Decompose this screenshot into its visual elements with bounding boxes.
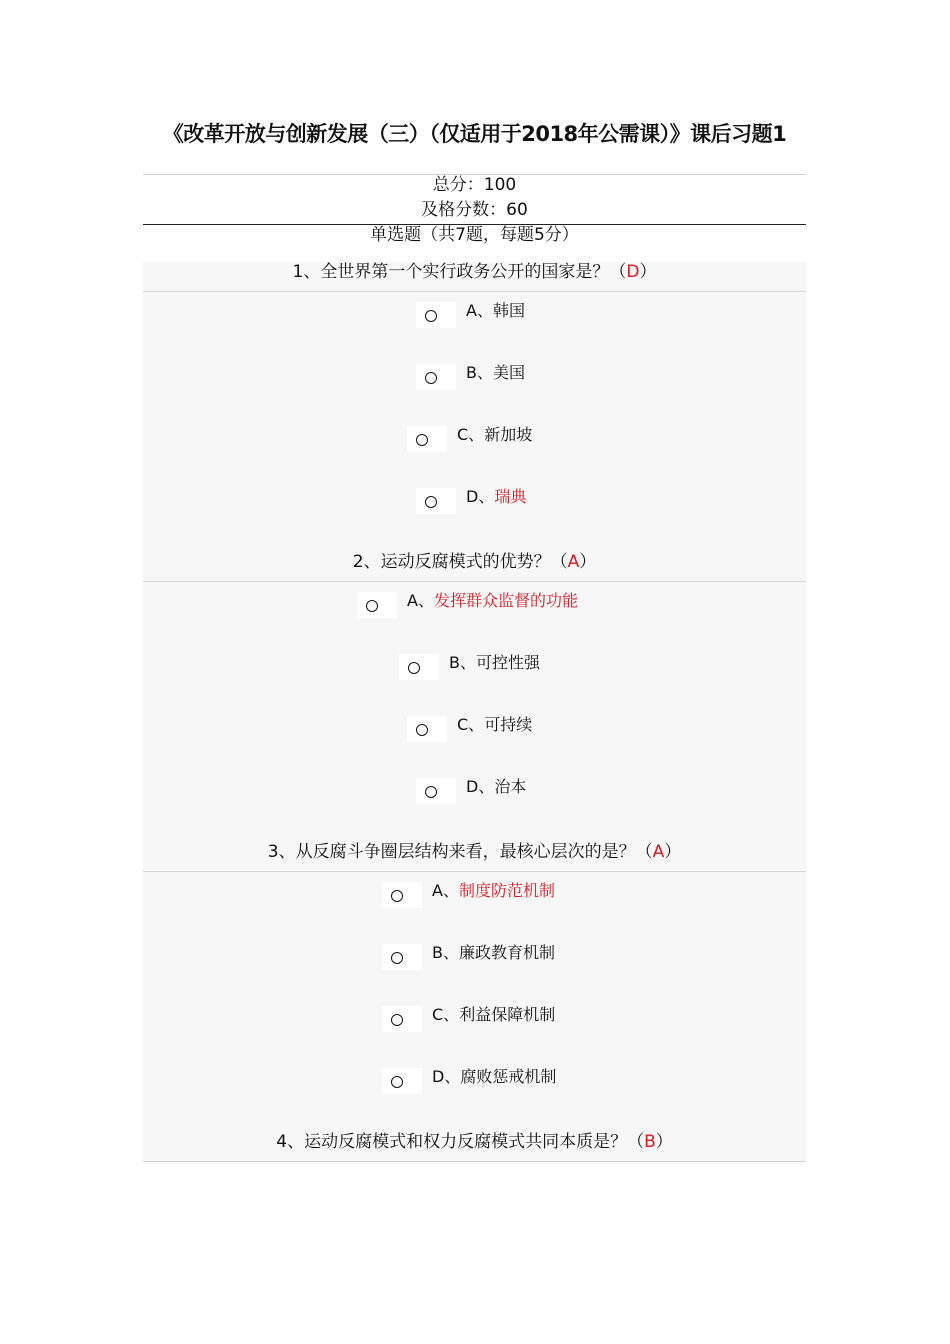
radio-button[interactable]: [425, 496, 437, 508]
radio-button[interactable]: [391, 1014, 403, 1026]
page-title: 《改革开放与创新发展（三）（仅适用于2018年公需课）》课后习题1: [162, 122, 787, 146]
question-divider: [143, 1161, 806, 1162]
radio-button[interactable]: [391, 952, 403, 964]
question-2: 2、运动反腐模式的优势？（A）: [352, 552, 597, 572]
answer-key: B: [644, 1132, 656, 1152]
question-1: 1、全世界第一个实行政务公开的国家是？（D）: [292, 262, 657, 282]
question-divider: [143, 291, 806, 292]
radio-button[interactable]: [425, 786, 437, 798]
radio-button[interactable]: [391, 890, 403, 902]
radio-button[interactable]: [416, 434, 428, 446]
pass-score: 及格分数：60: [421, 200, 528, 220]
radio-button[interactable]: [425, 372, 437, 384]
radio-button[interactable]: [416, 724, 428, 736]
answer-key: D: [626, 262, 640, 282]
question-divider: [143, 871, 806, 872]
question-divider: [143, 581, 806, 582]
radio-button[interactable]: [408, 662, 420, 674]
question-4: 4、运动反腐模式和权力反腐模式共同本质是？（B）: [276, 1132, 673, 1152]
radio-button[interactable]: [366, 600, 378, 612]
section-title: 单选题（共7题，每题5分）: [370, 225, 579, 245]
radio-button[interactable]: [391, 1076, 403, 1088]
question-3: 3、从反腐斗争圈层结构来看，最核心层次的是？（A）: [267, 842, 682, 862]
total-score: 总分：100: [432, 175, 517, 195]
answer-key: A: [652, 842, 665, 862]
answer-key: A: [567, 552, 580, 572]
radio-button[interactable]: [425, 310, 437, 322]
